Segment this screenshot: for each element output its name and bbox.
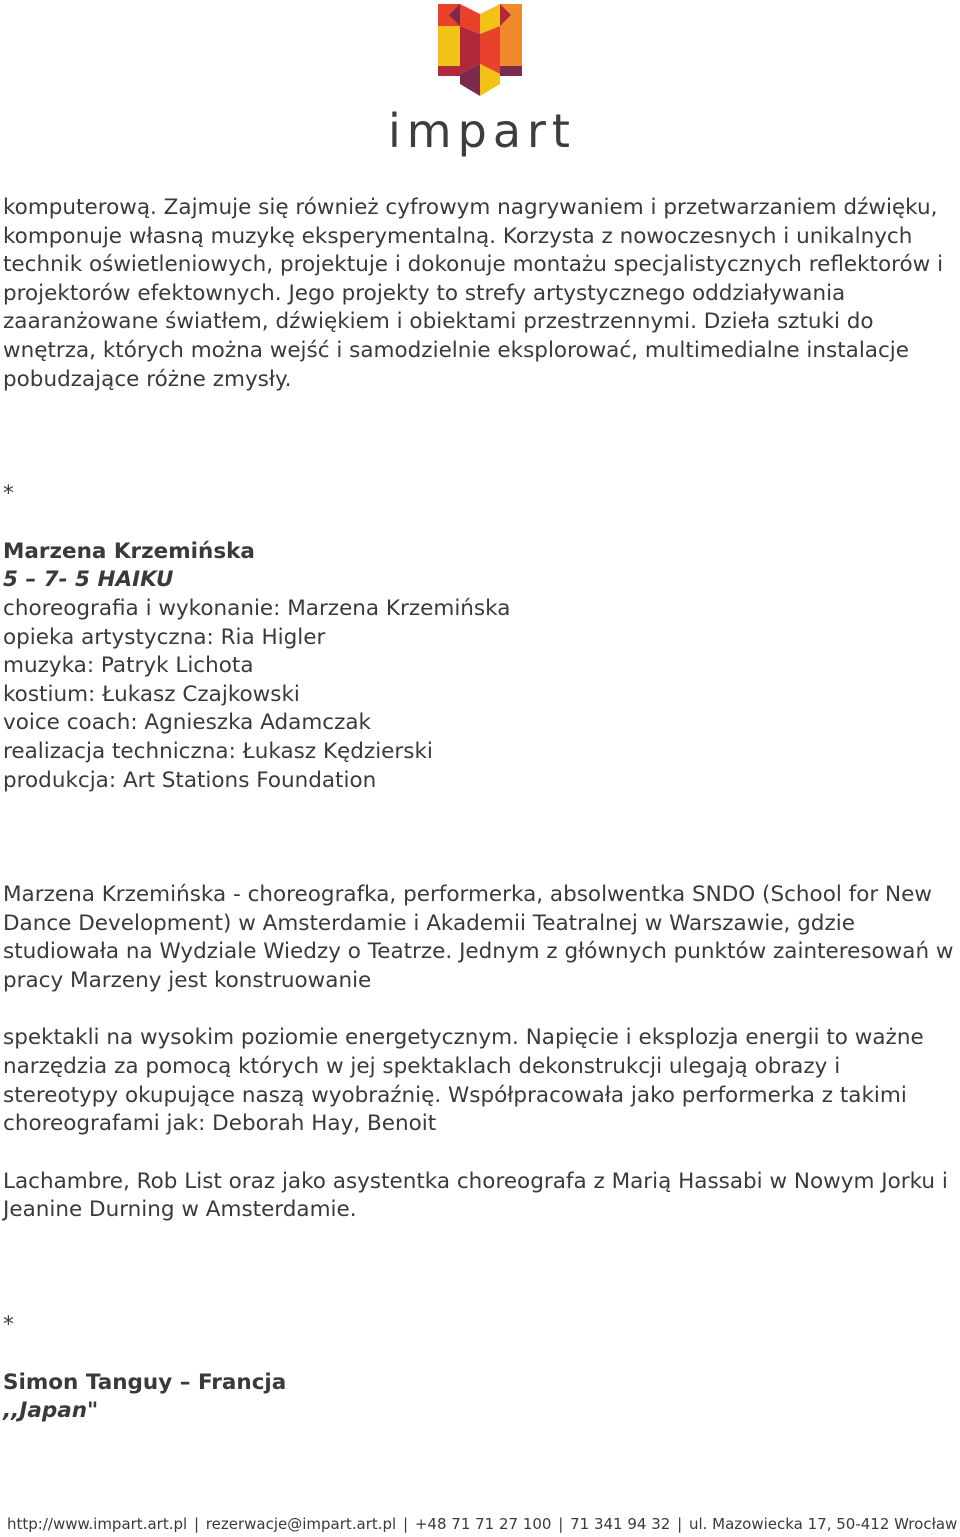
artist-name: Simon Tanguy – Francja [3, 1369, 287, 1395]
header-logo [0, 0, 960, 170]
footer-separator: | [677, 1515, 683, 1533]
section-separator: * [3, 1312, 14, 1338]
bio-paragraph: Marzena Krzemińska - choreografka, performerka, absolwentka SNDO (School for New Dance Development) w Amsterdamie i Akademii Teatralnej w Warszawie, gdzie studiowała na Wydziale Wiedzy o Teatrze. Jednym z głównych punktów zainteresowań w pracy Marzeny jest konstruowanie [3, 882, 954, 993]
address: ul. Mazowiecka 17, 50-412 Wrocław [688, 1515, 958, 1533]
credit-line: opieka artystyczna: Ria Higler [3, 624, 326, 650]
brand-name: impart [388, 104, 576, 158]
footer-separator: | [193, 1515, 199, 1533]
phone-secondary: 71 341 94 32 [570, 1515, 671, 1533]
credit-line: muzyka: Patryk Lichota [3, 653, 254, 679]
footer-separator: | [403, 1515, 409, 1533]
phone-primary: +48 71 71 27 100 [414, 1515, 552, 1533]
bio-paragraph: Lachambre, Rob List oraz jako asystentka choreografa z Marią Hassabi w Nowym Jorku i Jeanine Durning w Amsterdamie. [3, 1168, 948, 1223]
credit-line: kostium: Łukasz Czajkowski [3, 681, 300, 707]
credit-line: realizacja techniczna: Łukasz Kędzierski [3, 738, 433, 764]
credit-line: produkcja: Art Stations Foundation [3, 767, 377, 793]
website-link[interactable]: http://www.impart.art.pl [7, 1515, 188, 1533]
intro-paragraph: komputerową. Zajmuje się również cyfrowym nagrywaniem i przetwarzaniem dźwięku, komponuje własną muzykę eksperymentalną. Korzysta z nowoczesnych i unikalnych technik oświetleniowych, projektuje i dokonuje montażu specjalistycznych reflektorów i projektorów efektownych. Jego projekty to strefy artystycznego oddziaływania zaaranżowane światłem, dźwiękiem i obiektami przestrzennymi. Dzieła sztuki do wnętrza, których można wejść i samodzielnie eksplorować, multimedialne instalacje pobudzające różne zmysły. [3, 195, 944, 392]
impart-logo-icon [436, 4, 524, 96]
credit-line: choreografia i wykonanie: Marzena Krzemińska [3, 595, 511, 621]
artist-name: Marzena Krzemińska [3, 538, 255, 564]
article-body [3, 194, 958, 1426]
performance-title: 5 – 7- 5 HAIKU [3, 567, 174, 593]
section-separator: * [3, 481, 14, 507]
bio-paragraph: spektakli na wysokim poziomie energetycznym. Napięcie i eksplozja energii to ważne narzędzia za pomocą których w jej spektaklach dekonstrukcji ulegają obrazy i stereotypy okupujące naszą wyobraźnię. Współpracowała jako performerka z takimi choreografami jak: Deborah Hay, Benoit [3, 1025, 924, 1137]
footer-separator: | [558, 1515, 564, 1533]
credit-line: voice coach: Agnieszka Adamczak [3, 710, 371, 736]
email-link[interactable]: rezerwacje@impart.art.pl [205, 1515, 397, 1533]
page-footer [7, 1515, 960, 1533]
performance-title: ,,Japan" [3, 1398, 99, 1424]
